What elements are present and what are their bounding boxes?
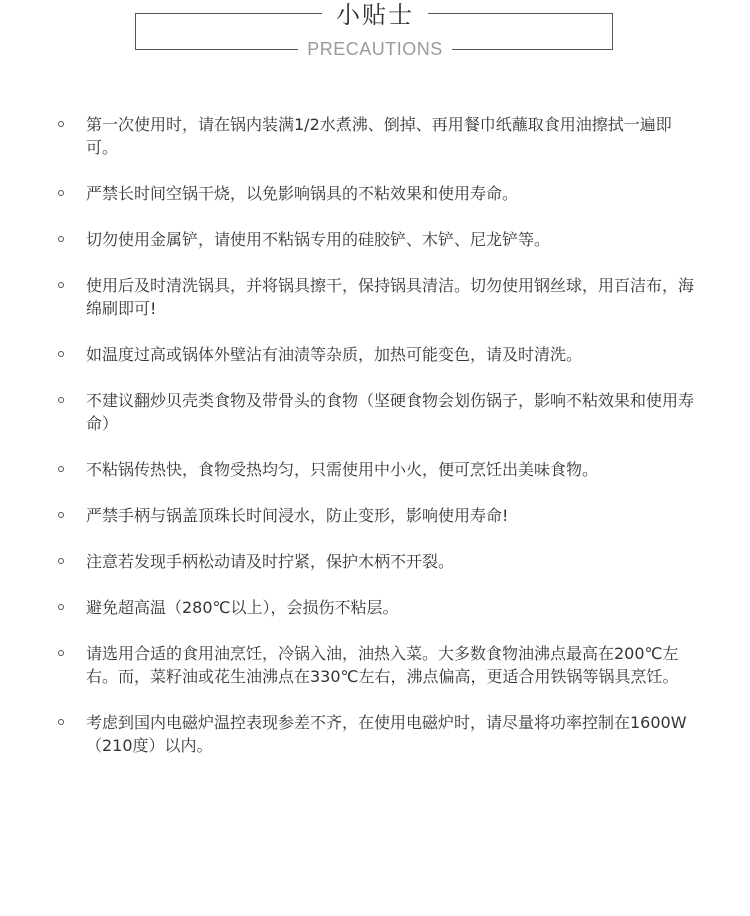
list-item-text: 不建议翻炒贝壳类食物及带骨头的食物（坚硬食物会划伤锅子，影响不粘效果和使用寿命） xyxy=(86,391,695,433)
list-item-text: 如温度过高或锅体外壁沾有油渍等杂质，加热可能变色，请及时清洗。 xyxy=(86,345,583,364)
list-item xyxy=(0,274,750,320)
list-item xyxy=(0,182,750,205)
bullet-circle-icon xyxy=(58,512,64,518)
bullet-circle-icon xyxy=(58,236,64,242)
bullet-circle-icon xyxy=(58,397,64,403)
list-item xyxy=(0,596,750,619)
list-item-text: 避免超高温（280℃以上），会损伤不粘层。 xyxy=(86,598,399,617)
list-item-text: 切勿使用金属铲，请使用不粘锅专用的硅胶铲、木铲、尼龙铲等。 xyxy=(86,230,551,249)
page-subtitle: PRECAUTIONS xyxy=(307,39,443,59)
list-item-text: 严禁长时间空锅干烧，以免影响锅具的不粘效果和使用寿命。 xyxy=(86,184,519,203)
list-item-text: 第一次使用时，请在锅内装满1/2水煮沸、倒掉、再用餐巾纸蘸取食用油擦拭一遍即可。 xyxy=(86,115,672,157)
bullet-circle-icon xyxy=(58,351,64,357)
bullet-circle-icon xyxy=(58,604,64,610)
list-item xyxy=(0,504,750,527)
bullet-circle-icon xyxy=(58,650,64,656)
list-item xyxy=(0,343,750,366)
list-item-text: 不粘锅传热快，食物受热均匀，只需使用中小火，便可烹饪出美味食物。 xyxy=(86,460,599,479)
bullet-circle-icon xyxy=(58,558,64,564)
page-title: 小贴士 xyxy=(336,1,414,29)
list-item-text: 考虑到国内电磁炉温控表现参差不齐，在使用电磁炉时，请尽量将功率控制在1600W（210度）以内。 xyxy=(86,713,687,755)
list-item xyxy=(0,113,750,159)
precautions-list xyxy=(0,113,750,780)
bullet-circle-icon xyxy=(58,466,64,472)
list-item xyxy=(0,389,750,435)
list-item-text: 严禁手柄与锅盖顶珠长时间浸水，防止变形，影响使用寿命! xyxy=(86,506,509,525)
precautions-header xyxy=(0,0,750,60)
bullet-circle-icon xyxy=(58,282,64,288)
list-item xyxy=(0,458,750,481)
list-item xyxy=(0,711,750,757)
bullet-circle-icon xyxy=(58,121,64,127)
list-item-text: 使用后及时清洗锅具，并将锅具擦干，保持锅具清洁。切勿使用钢丝球，用百洁布，海绵刷即可! xyxy=(86,276,695,318)
bullet-circle-icon xyxy=(58,719,64,725)
list-item-text: 请选用合适的食用油烹饪，冷锅入油，油热入菜。大多数食物油沸点最高在200℃左右。而，菜籽油或花生油沸点在330℃左右，沸点偏高，更适合用铁锅等锅具烹饪。 xyxy=(86,644,679,686)
bullet-circle-icon xyxy=(58,190,64,196)
list-item xyxy=(0,642,750,688)
list-item xyxy=(0,550,750,573)
list-item-text: 注意若发现手柄松动请及时拧紧，保护木柄不开裂。 xyxy=(86,552,455,571)
list-item xyxy=(0,228,750,251)
